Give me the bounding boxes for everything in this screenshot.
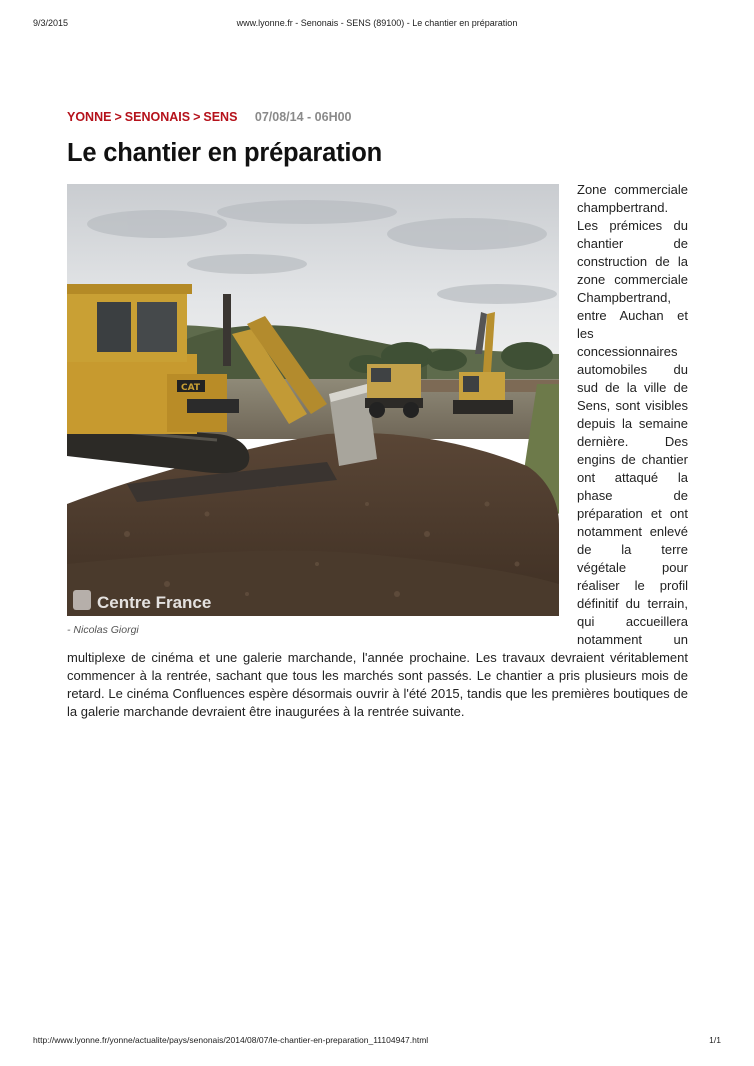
- svg-text:CAT: CAT: [181, 383, 201, 393]
- print-footer: [33, 1035, 721, 1049]
- breadcrumb-separator: >: [114, 110, 122, 124]
- print-header: [33, 18, 721, 32]
- construction-site-photo[interactable]: [67, 184, 559, 616]
- breadcrumb-senonais[interactable]: SENONAIS: [124, 110, 191, 124]
- publish-date: 07/08/14 - 06H00: [254, 110, 352, 124]
- article: [67, 108, 688, 721]
- article-body: Zone commerciale champbertrand. Les prémices du chantier de construction de la zone commerciale Champbertrand, entre Auchan et les concessionnaires automobiles du sud de la ville de Sens, sont visibles depuis la semaine dernière. Des engins de chantier ont attaqué la phase de préparation et ont notamment enlevé de la terre végétale pour réaliser le profil définitif du terrain, qui accueillera notamment un multiplexe de cinéma et une galerie marchande, l'année prochaine. Les travaux devraient véritablement commencer à la rentrée, sachant que tous les marchés sont passés. Le chantier a pris plusieurs mois de retard. Le cinéma Confluences espère désormais ouvrir à l'été 2015, tandis que les premières boutiques de la galerie marchande devraient être inaugurées à la rentrée suivante.: [67, 182, 688, 719]
- article-headline: Le chantier en préparation: [67, 139, 383, 167]
- print-url: http://www.lyonne.fr/yonne/actualite/pays/senonais/2014/08/07/le-chantier-en-preparation_11104947.html: [33, 1035, 429, 1045]
- breadcrumb-sens[interactable]: SENS: [203, 110, 238, 124]
- article-meta: [67, 108, 688, 126]
- photo-caption: - Nicolas Giorgi: [67, 624, 139, 636]
- photo-watermark: Centre France: [97, 593, 212, 612]
- breadcrumb: [67, 110, 241, 124]
- article-figure: [67, 184, 559, 646]
- breadcrumb-separator: >: [193, 110, 201, 124]
- page-number: 1/1: [709, 1035, 721, 1045]
- print-date: 9/3/2015: [33, 18, 69, 28]
- breadcrumb-yonne[interactable]: YONNE: [67, 110, 112, 124]
- print-page-title: www.lyonne.fr - Senonais - SENS (89100) - Le chantier en préparation: [236, 18, 518, 28]
